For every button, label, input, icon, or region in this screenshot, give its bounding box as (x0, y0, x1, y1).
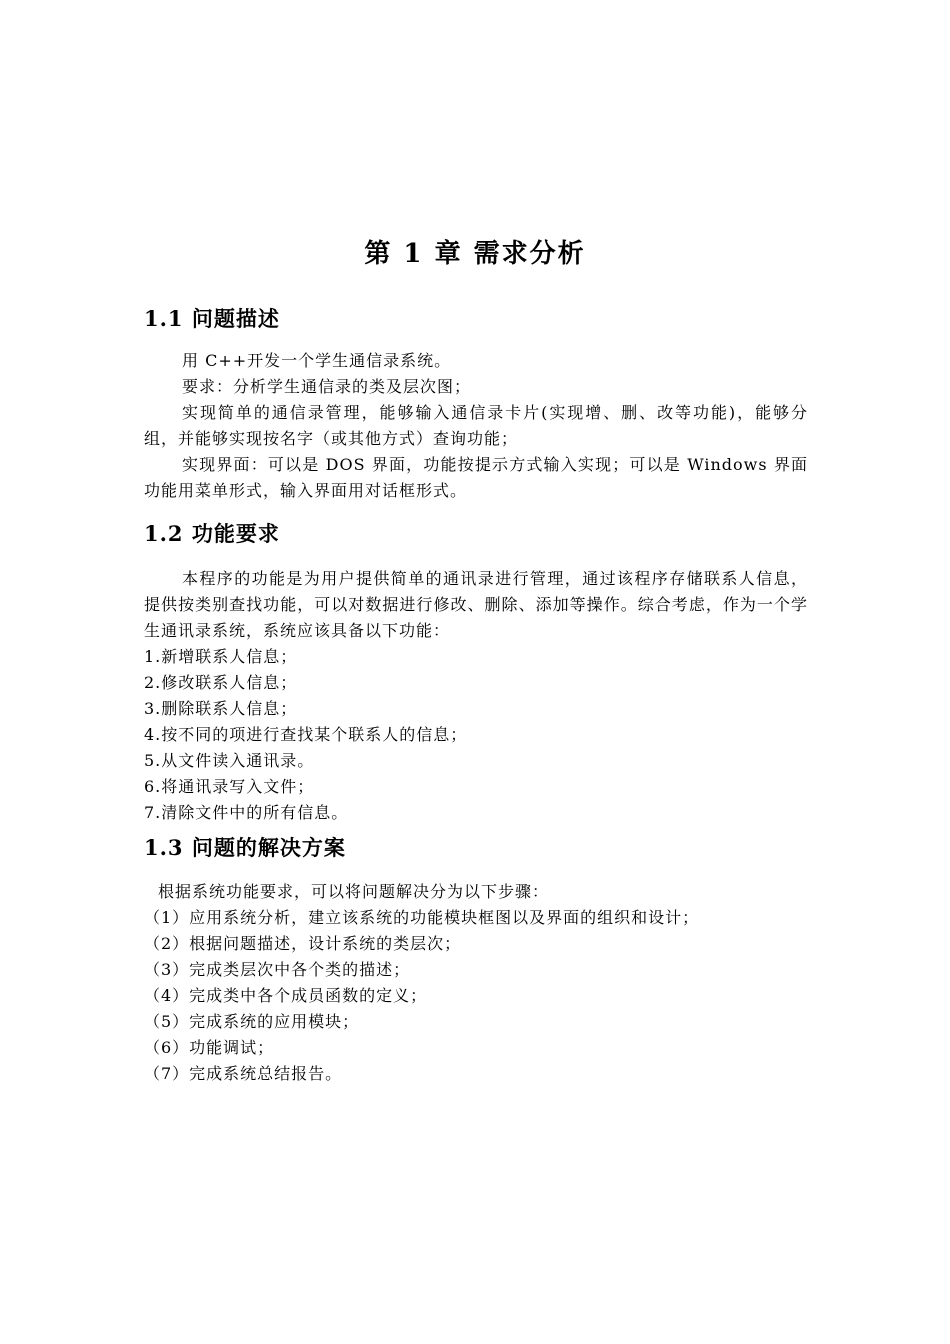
section-heading-1-1: 1.1 问题描述 (144, 306, 280, 331)
paragraph: 要求：分析学生通信录的类及层次图； (182, 377, 472, 396)
paragraph: 用 C++开发一个学生通信录系统。 (182, 351, 452, 370)
paragraph: 实现简单的通信录管理，能够输入通信录卡片(实现增、删、改等功能)，能够分组，并能够实现按名字（或其他方式）查询功能； (144, 403, 808, 448)
paragraph: 本程序的功能是为用户提供简单的通讯录进行管理，通过该程序存储联系人信息，提供按类别查找功能，可以对数据进行修改、删除、添加等操作。综合考虑，作为一个学生通讯录系统，系统应该具备以下功能： (144, 569, 808, 640)
section-1-2-body (144, 566, 808, 826)
paragraph: 实现界面：可以是 DOS 界面，功能按提示方式输入实现；可以是 Windows 界面功能用菜单形式，输入界面用对话框形式。 (144, 455, 808, 500)
list-item: （2）根据问题描述，设计系统的类层次； (144, 934, 462, 953)
chapter-title: 第 1 章 需求分析 (364, 239, 586, 269)
list-item: 2.修改联系人信息； (144, 673, 298, 692)
list-item: 5.从文件读入通讯录。 (144, 751, 315, 770)
section-1-1-body (144, 348, 808, 504)
list-item: （3）完成类层次中各个类的描述； (144, 960, 411, 979)
section-heading-1-2: 1.2 功能要求 (144, 521, 280, 546)
list-item: 4.按不同的项进行查找某个联系人的信息； (144, 725, 468, 744)
list-item: 7.清除文件中的所有信息。 (144, 803, 349, 822)
paragraph: 根据系统功能要求，可以将问题解决分为以下步骤： (158, 882, 550, 901)
section-1-3-body (144, 879, 808, 1087)
list-item: 3.删除联系人信息； (144, 699, 298, 718)
list-item: （4）完成类中各个成员函数的定义； (144, 986, 428, 1005)
section-heading-1-3: 1.3 问题的解决方案 (144, 835, 346, 860)
list-item: （6）功能调试； (144, 1038, 275, 1057)
list-item: （5）完成系统的应用模块； (144, 1012, 360, 1031)
list-item: （1）应用系统分析，建立该系统的功能模块框图以及界面的组织和设计； (144, 908, 700, 927)
list-item: 1.新增联系人信息； (144, 647, 298, 666)
list-item: 6.将通讯录写入文件； (144, 777, 315, 796)
list-item: （7）完成系统总结报告。 (144, 1064, 343, 1083)
